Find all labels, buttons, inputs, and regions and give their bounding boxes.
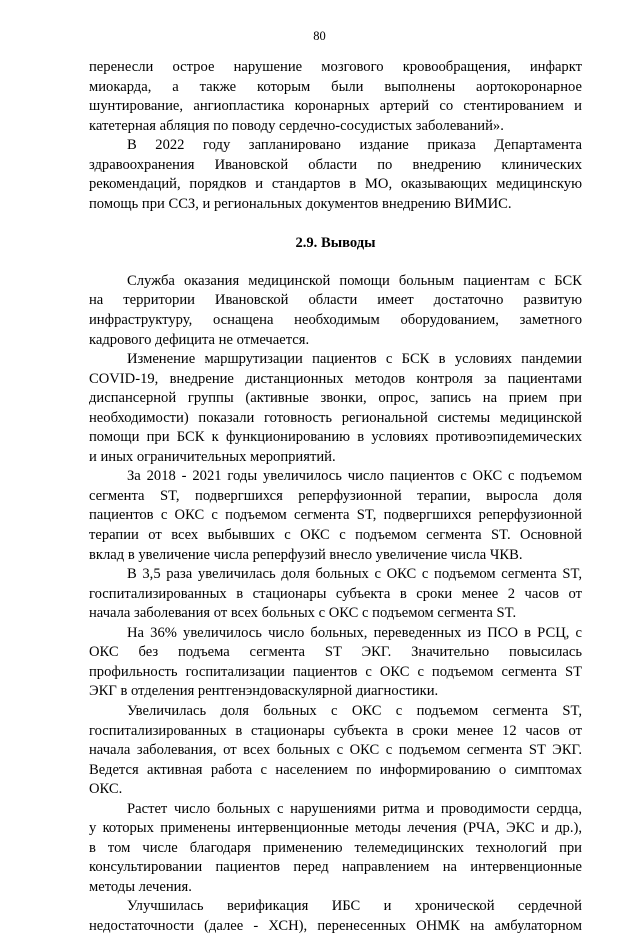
paragraph — [89, 897, 582, 936]
text-line: Улучшилась верификация ИБС и хронической сердечной — [127, 898, 582, 915]
text-line: помощь при ССЗ, и региональных документов внедрению ВИМИС. — [89, 195, 512, 212]
text-line: кадрового дефицита не отмечается. — [89, 331, 310, 348]
text-line: На 36% увеличилось число больных, переведенных из ПСО в РСЦ, с — [127, 624, 582, 641]
text-line: начала заболевания, от всех больных с ОКС с подъемом сегмента ST ЭКГ. — [89, 742, 582, 759]
text-line: Ведется активная работа с населением по информированию о симптомах — [89, 761, 582, 778]
text-line: Растет число больных с нарушениями ритма и проводимости сердца, — [127, 800, 582, 817]
text-line: методы лечения. — [89, 878, 192, 895]
text-line: помощи при БСК к функционированию в условиях противоэпидемических — [89, 429, 582, 446]
text-line: катетерная абляция по поводу сердечно-сосудистых заболеваний». — [89, 117, 504, 134]
text-line: недостаточности (далее - ХСН), перенесенных ОНМК на амбулаторном — [89, 917, 582, 934]
paragraph — [89, 272, 582, 350]
paragraph — [89, 702, 582, 800]
text-line: терапии от всех выбывших с ОКС с подъемом сегмента ST. Основной — [89, 527, 582, 544]
text-line: госпитализированных в стационары субъекта в сроки менее 2 часов от — [89, 585, 582, 602]
text-line: шунтирование, ангиопластика коронарных артерий со стентированием и — [89, 98, 582, 115]
text-line: перенесли острое нарушение мозгового кровообращения, инфаркт — [89, 59, 582, 75]
text-line: начала заболевания от всех больных с ОКС с подъемом сегмента ST. — [89, 605, 517, 622]
text-line: В 3,5 раза увеличилась доля больных с ОКС с подъемом сегмента ST, — [127, 566, 582, 583]
text-line: В 2022 году запланировано издание приказа Департамента — [127, 137, 582, 154]
text-line: вклад в увеличение числа реперфузий внесло увеличение числа ЧКВ. — [89, 546, 523, 563]
paragraph — [89, 467, 582, 565]
paragraph — [89, 565, 582, 624]
paragraph — [89, 624, 582, 702]
section-heading: 2.9. Выводы — [295, 235, 376, 252]
paragraph — [89, 136, 582, 214]
text-line: COVID-19, внедрение дистанционных методов контроля за пациентами — [89, 370, 582, 387]
text-line: ОКС без подъема сегмента ST ЭКГ. Значительно повысилась — [89, 644, 582, 661]
text-line: За 2018 - 2021 годы увеличилось число пациентов с ОКС с подъемом — [127, 468, 582, 485]
text-line: здравоохранения Ивановской области по внедрению клинических — [89, 156, 582, 173]
text-line: диспансерной группы (активные звонки, опрос, запись на прием при — [89, 390, 582, 407]
document-body — [89, 58, 582, 937]
text-line: на территории Ивановской области имеет достаточно развитую — [89, 292, 582, 309]
text-line: инфраструктуру, оснащена необходимым оборудованием, заметного — [89, 312, 582, 329]
conclusions-section — [89, 272, 582, 937]
page-number: 80 — [313, 29, 326, 43]
text-line: сегмента ST, подвергшихся реперфузионной терапии, выросла доля — [89, 487, 582, 504]
text-line: Увеличилась доля больных с ОКС с подъемом сегмента ST, — [127, 702, 582, 719]
text-line: рекомендаций, порядков и стандартов в МО, оказывающих медицинскую — [89, 176, 582, 193]
text-line: и иных ограничительных мероприятий. — [89, 448, 336, 465]
text-line: консультировании пациентов перед направлением на интервенционные — [89, 859, 582, 876]
text-line: пациентов с ОКС с подъемом сегмента ST, подвергшихся реперфузионной — [89, 507, 582, 524]
text-line: ОКС. — [89, 781, 123, 798]
text-line: необходимости) показали готовность региональной системы медицинской — [89, 409, 582, 426]
text-line: миокарда, а также которым были выполнены аортокоронарное — [89, 78, 582, 95]
text-line: ЭКГ в отделения рентгенэндоваскулярной диагностики. — [89, 683, 439, 700]
paragraph — [89, 800, 582, 898]
text-line: у которых применены интервенционные методы лечения (РЧА, ЭКС и др.), — [89, 820, 582, 837]
paragraph — [89, 58, 582, 136]
text-line: госпитализированных в стационары субъекта в сроки менее 12 часов от — [89, 722, 582, 739]
paragraph — [89, 350, 582, 467]
text-line: в том числе благодаря применению телемедицинских технологий при — [89, 839, 582, 856]
intro-section — [89, 58, 582, 214]
text-line: Служба оказания медицинской помощи больным пациентам с БСК — [127, 272, 582, 289]
text-line: профильность госпитализации пациентов с ОКС с подъемом сегмента ST — [89, 663, 582, 680]
text-line: Изменение маршрутизации пациентов с БСК в условиях пандемии — [127, 351, 582, 368]
